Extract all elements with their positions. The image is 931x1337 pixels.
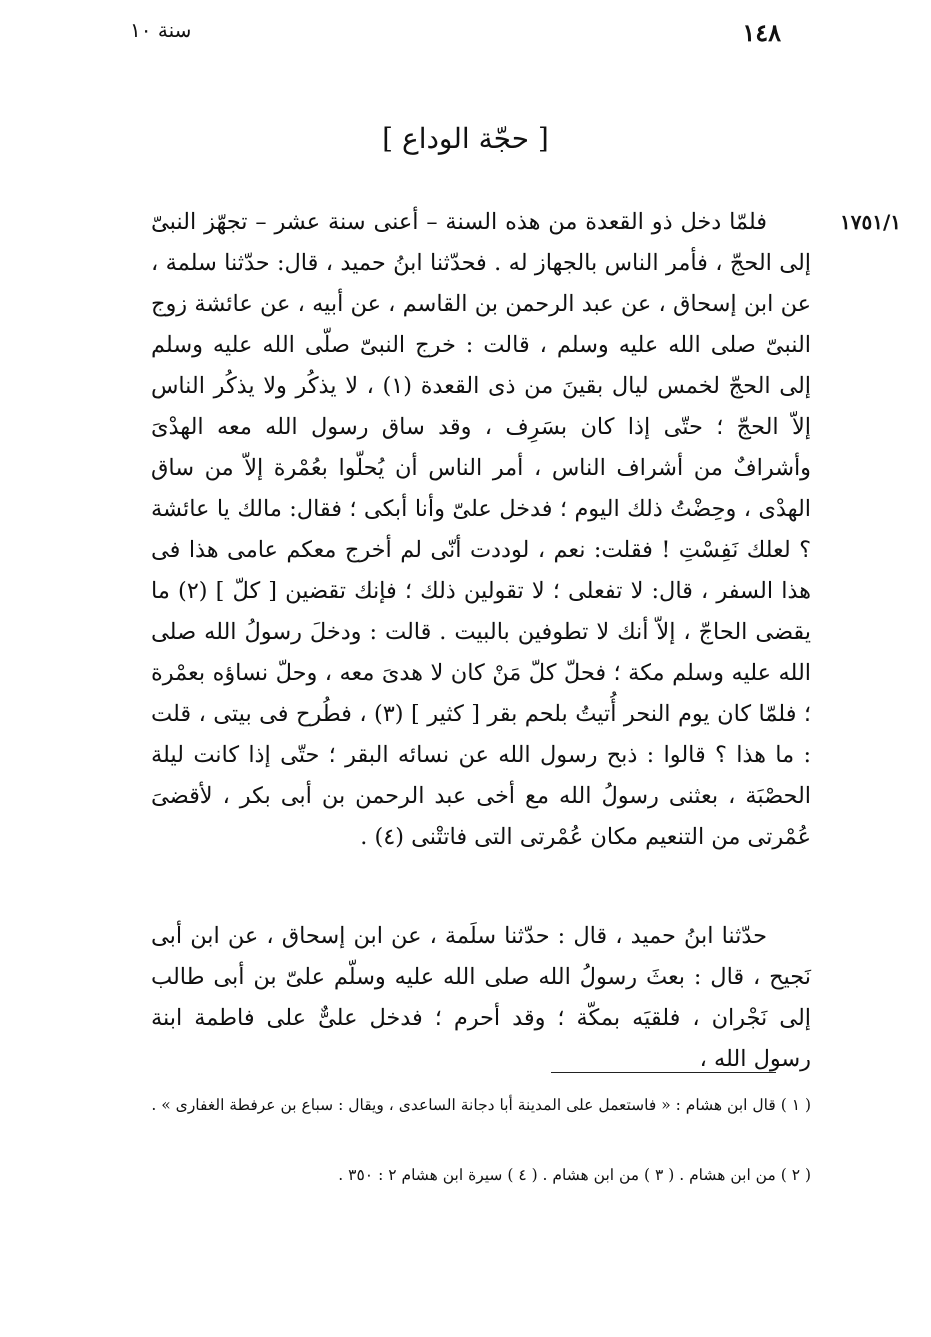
section-title: [ حجّة الوداع ] xyxy=(382,122,549,155)
margin-reference-number: ١٧٥١/١ xyxy=(839,210,901,234)
running-header-year: سنة ١٠ xyxy=(130,18,192,42)
footnote-divider xyxy=(551,1072,776,1073)
page-number: ١٤٨ xyxy=(742,18,781,47)
footnote: ( ١ ) قال ابن هشام : « فاستعمل على المدينة أبا دجانة الساعدى ، ويقال : سباع بن عرفطة الغفارى » . xyxy=(151,1096,811,1114)
body-paragraph: حدّثنا ابنُ حميد ، قال : حدّثنا سلَمة ، عن ابن إسحاق ، عن ابن أبى نَجيح ، قال : بعثَ رسولُ الله صلى الله عليه وسلّم علىّ بن أبى طالب إلى نَجْران ، فلقيَه بمكّة ؛ وقد أحرم ؛ فدخل علىٌّ على فاطمة ابنة رسول الله ، xyxy=(151,923,811,1072)
body-paragraph: فلمّا دخل ذو القعدة من هذه السنة – أعنى سنة عشر – تجهّز النبىّ إلى الحجّ ، فأمر الناس بالجهاز له . فحدّثنا ابنُ حميد ، قال: حدّثنا سلمة ، عن ابن إسحاق ، عن عبد الرحمن بن القاسم ، عن أبيه ، عن عائشة زوج النبىّ صلى الله عليه وسلم ، قالت : خرج النبىّ صلّى الله عليه وسلم إلى الحجّ لخمس ليال بقينَ من ذى القعدة (١) ، لا يذكُر ولا يذكُر الناس إلاّ الحجّ ؛ حتّى إذا كان بسَرِف ، وقد ساق رسول الله معه الهدْىَ وأشرافٌ من أشراف الناس ، أمر الناس أن يُحلّوا بعُمْرة إلاّ من ساق الهدْى ، وحِضْتُ ذلك اليوم ؛ فدخل علىّ وأنا أبكى ؛ فقال: مالك يا عائشة ؟ لعلك نَفِسْتِ ! فقلت: نعم ، لوددت أنّى لم أخرج معكم عامى هذا فى هذا السفر ، قال: لا تفعلى ؛ لا تقولين ذلك ؛ فإنك تقضين [ كلّ ] (٢) ما يقضى الحاجّ ، إلاّ أنك لا تطوفين بالبيت . قالت : ودخلَ رسولُ الله صلى الله عليه وسلم مكة ؛ فحلّ كلّ مَنْ كان لا هدىَ معه ، وحلّ نساؤه بعمْرة ؛ فلمّا كان يوم النحر أُتيتُ بلحم بقر [ كثير ] (٣) ، فطُرح فى بيتى ، قلت : ما هذا ؟ قالوا : ذبح رسول الله عن نسائه البقر ؛ حتّى إذا كانت ليلة الحصْبَة ، بعثنى رسولُ الله مع أخى عبد الرحمن بن أبى بكر ، لأقضىَ عُمْرتى من التنعيم مكان عُمْرتى التى فاتتْنى (٤) . xyxy=(151,209,811,850)
footnote: ( ٢ ) من ابن هشام . ( ٣ ) من ابن هشام . ( ٤ ) سيرة ابن هشام ٢ : ٣٥٠ . xyxy=(338,1166,811,1184)
